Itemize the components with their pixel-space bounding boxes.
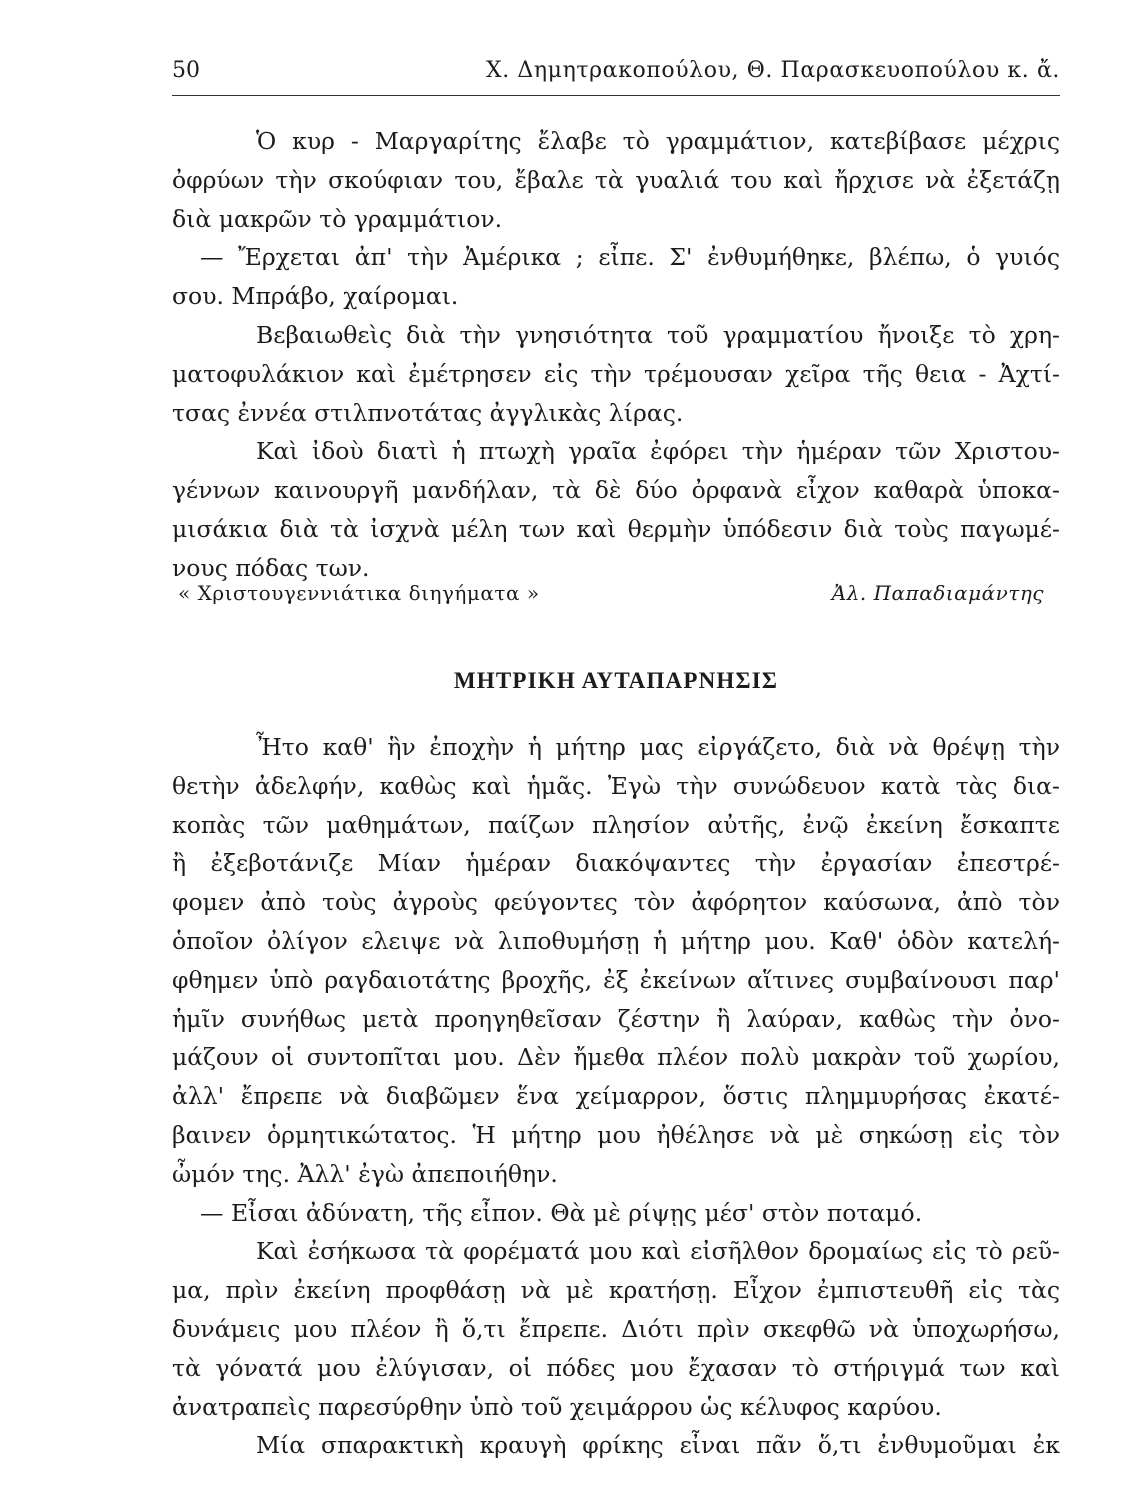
text-line: Καὶ ἐσήκωσα τὰ φορέματά μου καὶ εἰσῆλθον δρομαίως εἰς τὸ ρεῦ- — [256, 1237, 1060, 1266]
text-line: διὰ μακρῶν τὸ γραμμάτιον. — [172, 204, 503, 233]
text-line: ἡμῖν συνήθως μετὰ προηγηθεῖσαν ζέστην ἢ λαύραν, καθὼς τὴν ὀνο- — [172, 1004, 1060, 1033]
attribution — [178, 581, 1060, 611]
header-rule — [172, 95, 1060, 96]
text-line: ὀφρύων τὴν σκούφιαν του, ἔβαλε τὰ γυαλιά του καὶ ἤρχισε νὰ ἐξετάζῃ — [172, 165, 1060, 194]
text-line: φομεν ἀπὸ τοὺς ἀγροὺς φεύγοντες τὸν ἀφόρητον καύσωνα, ἀπὸ τὸν — [172, 888, 1060, 917]
story-2-text — [172, 728, 1060, 1465]
attribution-source: « Χριστουγεννιάτικα διηγήματα » — [178, 581, 540, 605]
text-line: ὁποῖον ὀλίγον ελειψε νὰ λιποθυμήσῃ ἡ μήτηρ μου. Καθ' ὁδὸν κατελή- — [172, 926, 1060, 955]
text-line: τὰ γόνατά μου ἐλύγισαν, οἱ πόδες μου ἔχασαν τὸ στήριγμά των καὶ — [172, 1353, 1060, 1382]
text-line: μισάκια διὰ τὰ ἰσχνὰ μέλη των καὶ θερμὴν ὑπόδεσιν διὰ τοὺς παγωμέ- — [172, 514, 1060, 543]
page-header — [172, 58, 1060, 92]
text-line: νους πόδας των. — [172, 553, 370, 582]
text-line: θετὴν ἀδελφήν, καθὼς καὶ ἡμᾶς. Ἐγὼ τὴν συνώδευον κατὰ τὰς δια- — [172, 771, 1060, 800]
text-line: — Ἔρχεται ἀπ' τὴν Ἀμέρικα ; εἶπε. Σ' ἐνθυμήθηκε, βλέπω, ὁ γυιός — [200, 243, 1060, 272]
text-line: Μία σπαρακτικὴ κραυγὴ φρίκης εἶναι πᾶν ὅ,τι ἐνθυμοῦμαι ἐκ — [256, 1431, 1060, 1460]
text-line: ἢ ἐξεβοτάνιζε Μίαν ἡμέραν διακόψαντες τὴν ἐργασίαν ἐπεστρέ- — [172, 849, 1060, 878]
page-number: 50 — [172, 58, 200, 83]
text-line: φθημεν ὑπὸ ραγδαιοτάτης βροχῆς, ἐξ ἐκείνων αἵτινες συμβαίνουσι παρ' — [172, 965, 1060, 994]
text-line: Καὶ ἰδοὺ διατὶ ἡ πτωχὴ γραῖα ἐφόρει τὴν ἡμέραν τῶν Χριστου- — [256, 437, 1060, 466]
text-line: ματοφυλάκιον καὶ ἐμέτρησεν εἰς τὴν τρέμουσαν χεῖρα τῆς θεια - Ἀχτί- — [172, 359, 1060, 388]
text-line: Ἦτο καθ' ἣν ἐποχὴν ἡ μήτηρ μας εἰργάζετο, διὰ νὰ θρέψῃ τὴν — [256, 733, 1060, 761]
text-line: βαινεν ὁρμητικώτατος. Ἡ μήτηρ μου ἠθέλησε νὰ μὲ σηκώσῃ εἰς τὸν — [172, 1120, 1060, 1149]
text-line: μα, πρὶν ἐκείνη προφθάσῃ νὰ μὲ κρατήσῃ. Εἶχον ἐμπιστευθῆ εἰς τὰς — [172, 1276, 1060, 1305]
text-line: γέννων καινουργῆ μανδήλαν, τὰ δὲ δύο ὀρφανὰ εἶχον καθαρὰ ὑποκα- — [172, 476, 1060, 505]
text-line: ἀνατραπεὶς παρεσύρθην ὑπὸ τοῦ χειμάρρου ὡς κέλυφος καρύου. — [172, 1392, 942, 1421]
text-line: μάζουν οἱ συντοπῖται μου. Δὲν ἤμεθα πλέον πολὺ μακρὰν τοῦ χωρίου, — [172, 1043, 1060, 1072]
text-line: σου. Μπράβο, χαίρομαι. — [172, 282, 459, 311]
text-line: Βεβαιωθεὶς διὰ τὴν γνησιότητα τοῦ γραμματίου ἤνοιξε τὸ χρη- — [256, 320, 1060, 349]
section-title: ΜΗΤΡΙΚΗ ΑΥΤΑΠΑΡΝΗΣΙΣ — [453, 668, 779, 693]
text-line: δυνάμεις μου πλέον ἢ ὅ,τι ἔπρεπε. Διότι πρὶν σκεφθῶ νὰ ὑποχωρήσω, — [172, 1314, 1060, 1343]
text-line: — Εἶσαι ἀδύνατη, τῆς εἶπον. Θὰ μὲ ρίψῃς μέσ' στὸν ποταμό. — [200, 1198, 923, 1227]
attribution-author: Ἀλ. Παπαδιαμάντης — [831, 581, 1044, 605]
text-line: ὦμόν της. Ἀλλ' ἐγὼ ἀπεποιήθην. — [172, 1159, 558, 1188]
text-line: τσας ἐννέα στιλπνοτάτας ἀγγλικὰς λίρας. — [172, 398, 684, 427]
story-1-text — [172, 122, 1060, 588]
running-title: Χ. Δημητρακοπούλου, Θ. Παρασκευοπούλου κ. ἄ. — [485, 58, 1060, 83]
text-line: Ὁ κυρ - Μαργαρίτης ἔλαβε τὸ γραμμάτιον, κατεβίβασε μέχρις — [256, 127, 1060, 155]
text-line: ἀλλ' ἔπρεπε νὰ διαβῶμεν ἕνα χείμαρρον, ὅστις πλημμυρήσας ἐκατέ- — [172, 1082, 1060, 1111]
text-line: κοπὰς τῶν μαθημάτων, παίζων πλησίον αὐτῆς, ἐνῷ ἐκείνη ἔσκαπτε — [172, 810, 1060, 839]
